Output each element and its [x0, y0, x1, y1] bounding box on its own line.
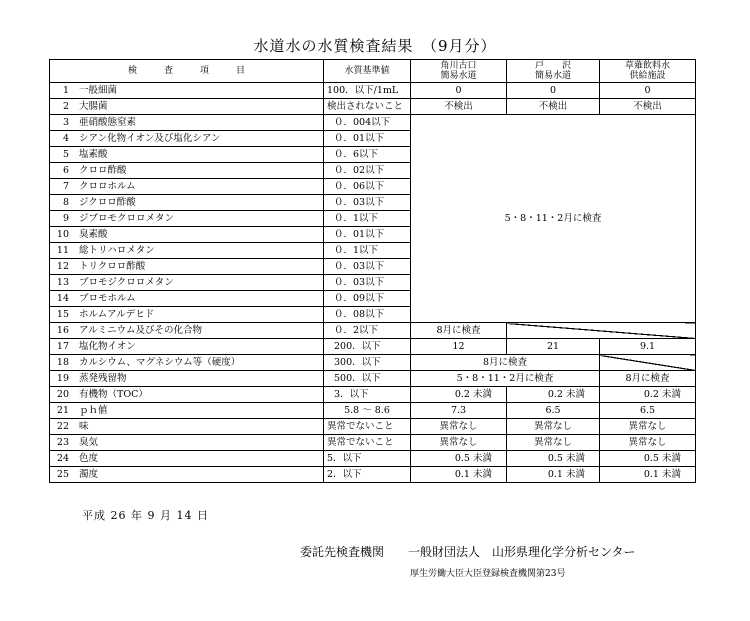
header-standard: 水質基準値	[324, 60, 411, 83]
item-cell: 20 有機物（TOC）	[50, 387, 324, 403]
item-cell: 25 濁度	[50, 467, 324, 483]
header-col3: 草薙飲料水 供給施設	[600, 60, 696, 83]
testing-organization: 委託先検査機関 一般財団法人 山形県理化学分析センター	[300, 545, 636, 559]
standard-cell: 5．以下	[324, 451, 411, 467]
page-title: 水道水の水質検査結果 （9月分）	[253, 37, 497, 55]
standard-cell: ０．03以下	[324, 195, 411, 211]
standard-cell: 5.8 ～ 8.6	[324, 403, 411, 419]
value-cell-2: 0.2 未満	[507, 387, 600, 403]
standard-cell: 異常でないこと	[324, 419, 411, 435]
standard-cell: ０．6以下	[324, 147, 411, 163]
registration-number: 厚生労働大臣大臣登録検査機関第23号	[410, 569, 566, 579]
standard-cell: 2．以下	[324, 467, 411, 483]
item-cell: 10 臭素酸	[50, 227, 324, 243]
item-cell: 12 トリクロロ酢酸	[50, 259, 324, 275]
value-cell-12: 5・8・11・2月に検査	[411, 371, 600, 387]
value-cell-1: 0.2 未満	[411, 387, 507, 403]
standard-cell: 検出されないこと	[324, 99, 411, 115]
value-cell-3: 異常なし	[600, 419, 696, 435]
value-cell-2: 異常なし	[507, 419, 600, 435]
value-cell-2: 0.5 未満	[507, 451, 600, 467]
na-diagonal-cell	[600, 355, 696, 371]
value-cell-1: 8月に検査	[411, 323, 507, 339]
value-cell-3: 0.1 未満	[600, 467, 696, 483]
table-row	[50, 419, 696, 435]
water-quality-table	[49, 59, 696, 483]
value-cell-1: 0.5 未満	[411, 451, 507, 467]
value-cell-3: 異常なし	[600, 435, 696, 451]
item-cell: 23 臭気	[50, 435, 324, 451]
item-cell: 13 ブロモジクロロメタン	[50, 275, 324, 291]
item-cell: 6 クロロ酢酸	[50, 163, 324, 179]
item-cell: 9 ジブロモクロロメタン	[50, 211, 324, 227]
standard-cell: ０．06以下	[324, 179, 411, 195]
table-row	[50, 323, 696, 339]
standard-cell: ０．03以下	[324, 259, 411, 275]
value-cell-1: 12	[411, 339, 507, 355]
table-row	[50, 403, 696, 419]
table-row	[50, 451, 696, 467]
standard-cell: 100．以下/1mL	[324, 83, 411, 99]
item-cell: 3 亜硝酸態窒素	[50, 115, 324, 131]
table-row	[50, 387, 696, 403]
table-row	[50, 355, 696, 371]
standard-cell: 300．以下	[324, 355, 411, 371]
item-cell: 5 塩素酸	[50, 147, 324, 163]
standard-cell: ０．09以下	[324, 291, 411, 307]
item-cell: 2 大腸菌	[50, 99, 324, 115]
item-cell: 14 ブロモホルム	[50, 291, 324, 307]
standard-cell: 200．以下	[324, 339, 411, 355]
value-cell-12: 8月に検査	[411, 355, 600, 371]
value-cell-1: 0	[411, 83, 507, 99]
item-cell: 19 蒸発残留物	[50, 371, 324, 387]
header-col2: 戸 沢 簡易水道	[507, 60, 600, 83]
table-row	[50, 115, 696, 131]
table-row	[50, 371, 696, 387]
value-cell-1: 異常なし	[411, 419, 507, 435]
table-row	[50, 467, 696, 483]
value-cell-2: 21	[507, 339, 600, 355]
item-cell: 16 アルミニウム及びその化合物	[50, 323, 324, 339]
item-cell: 24 色度	[50, 451, 324, 467]
item-cell: 7 クロロホルム	[50, 179, 324, 195]
standard-cell: ０．02以下	[324, 163, 411, 179]
standard-cell: 異常でないこと	[324, 435, 411, 451]
header-item: 検 査 項 目	[50, 60, 324, 83]
item-cell: 1 一般細菌	[50, 83, 324, 99]
value-cell-1: 異常なし	[411, 435, 507, 451]
standard-cell: ０．03以下	[324, 275, 411, 291]
standard-cell: 3．以下	[324, 387, 411, 403]
report-date: 平成 26 年 9 月 14 日	[82, 509, 209, 522]
standard-cell: ０．004以下	[324, 115, 411, 131]
merged-note-cell: 5・8・11・2月に検査	[411, 115, 696, 323]
table-row	[50, 83, 696, 99]
value-cell-2: 不検出	[507, 99, 600, 115]
value-cell-2: 6.5	[507, 403, 600, 419]
value-cell-1: 7.3	[411, 403, 507, 419]
value-cell-2: 0.1 未満	[507, 467, 600, 483]
standard-cell: ０．08以下	[324, 307, 411, 323]
value-cell-3: 不検出	[600, 99, 696, 115]
standard-cell: ０．1以下	[324, 243, 411, 259]
value-cell-2: 0	[507, 83, 600, 99]
value-cell-3: 6.5	[600, 403, 696, 419]
item-cell: 15 ホルムアルデヒド	[50, 307, 324, 323]
value-cell-3: 9.1	[600, 339, 696, 355]
value-cell-1: 0.1 未満	[411, 467, 507, 483]
item-cell: 17 塩化物イオン	[50, 339, 324, 355]
table-row	[50, 435, 696, 451]
standard-cell: ０．01以下	[324, 227, 411, 243]
value-cell-3: 0	[600, 83, 696, 99]
table-header-row	[50, 60, 696, 83]
value-cell-3: 0.2 未満	[600, 387, 696, 403]
item-cell: 4 シアン化物イオン及び塩化シアン	[50, 131, 324, 147]
standard-cell: ０．01以下	[324, 131, 411, 147]
item-cell: 21 ｐｈ値	[50, 403, 324, 419]
item-cell: 22 味	[50, 419, 324, 435]
header-col1: 角川古口 簡易水道	[411, 60, 507, 83]
table-row	[50, 99, 696, 115]
standard-cell: ０．2以下	[324, 323, 411, 339]
item-cell: 18 カルシウム、マグネシウム等（硬度）	[50, 355, 324, 371]
na-diagonal-cell	[507, 323, 696, 339]
value-cell-1: 不検出	[411, 99, 507, 115]
value-cell-3: 0.5 未満	[600, 451, 696, 467]
standard-cell: ０．1以下	[324, 211, 411, 227]
table-row	[50, 339, 696, 355]
value-cell-2: 異常なし	[507, 435, 600, 451]
item-cell: 11 総トリハロメタン	[50, 243, 324, 259]
item-cell: 8 ジクロロ酢酸	[50, 195, 324, 211]
value-cell-3: 8月に検査	[600, 371, 696, 387]
standard-cell: 500．以下	[324, 371, 411, 387]
